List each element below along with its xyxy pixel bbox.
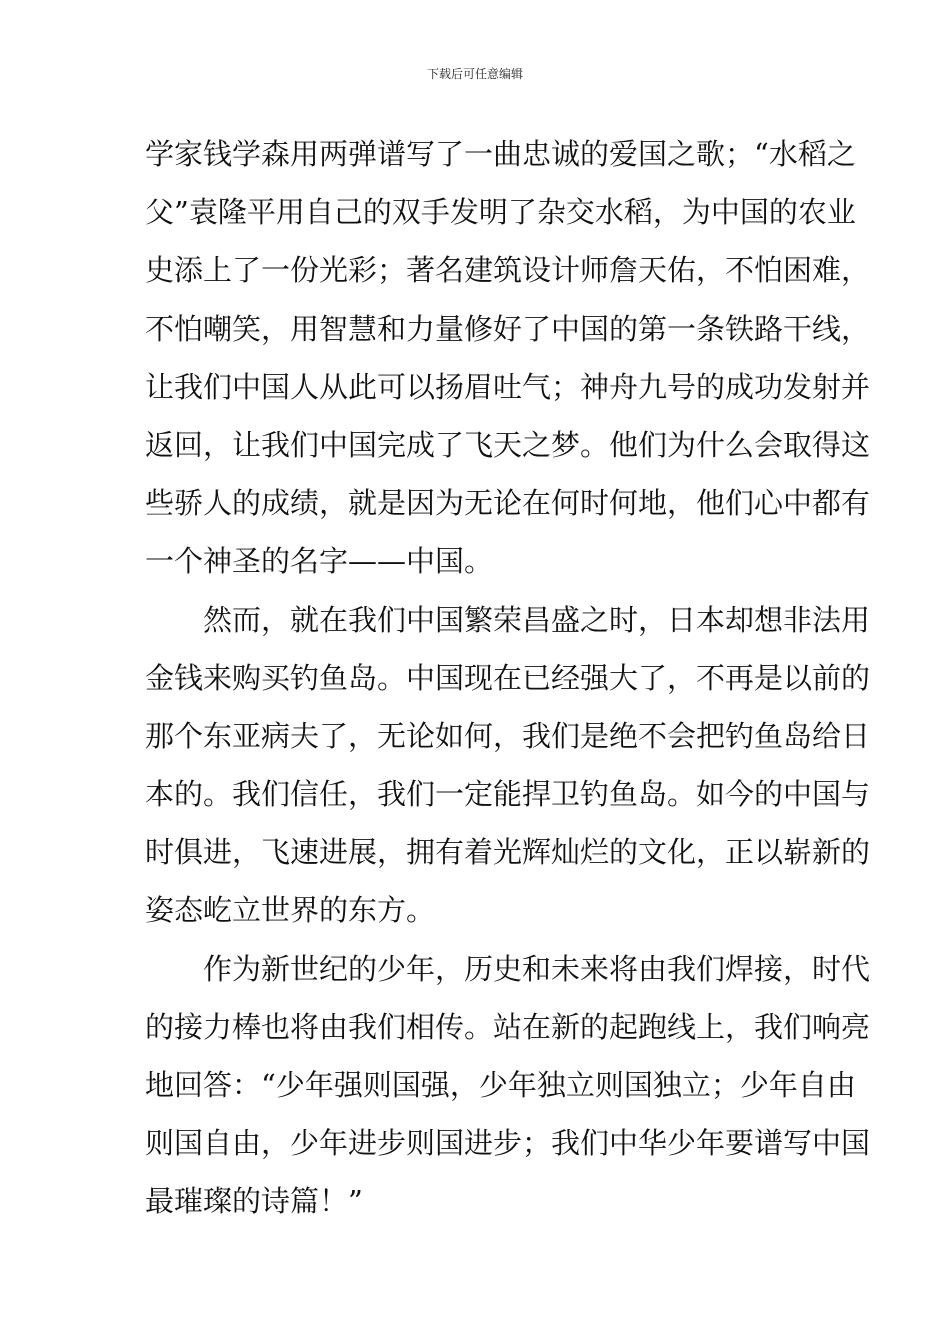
paragraph-first-line: 作为新世纪的少年，历史和未来将由我们焊接，时代 — [203, 951, 871, 986]
text-line: 让我们中国人从此可以扬眉吐气；神舟九号的成功发射并 — [145, 369, 871, 404]
text-line: 本的。我们信任，我们一定能捍卫钓鱼岛。如今的中国与 — [145, 777, 871, 812]
text-line: 的接力棒也将由我们相传。站在新的起跑线上，我们响亮 — [145, 1009, 871, 1044]
text-line: 那个东亚病夫了，无论如何，我们是绝不会把钓鱼岛给日 — [145, 718, 871, 753]
text-line: 史添上了一份光彩；著名建筑设计师詹天佑，不怕困难， — [145, 253, 871, 288]
text-line: 地回答：“少年强则国强，少年独立则国独立；少年自由 — [145, 1068, 856, 1102]
document-body — [145, 125, 871, 1231]
text-line: 学家钱学森用两弹谱写了一曲忠诚的爱国之歌；“水稻之 — [145, 137, 856, 171]
text-line: 则国自由，少年进步则国进步；我们中华少年要谱写中国 — [145, 1126, 871, 1161]
text-line: 姿态屹立世界的东方。 — [145, 893, 436, 928]
text-line: 些骄人的成绩，就是因为无论在何时何地，他们心中都有 — [145, 486, 871, 521]
text-line: 不怕嘲笑，用智慧和力量修好了中国的第一条铁路干线， — [145, 311, 871, 346]
text-line: 父”袁隆平用自己的双手发明了杂交水稻，为中国的农业 — [145, 195, 856, 230]
text-line: 最璀璨的诗篇！” — [145, 1184, 363, 1219]
text-line: 时俱进，飞速进展，拥有着光辉灿烂的文化，正以崭新的 — [145, 835, 871, 870]
text-line: 返回，让我们中国完成了飞天之梦。他们为什么会取得这 — [145, 427, 871, 462]
text-line: 金钱来购买钓鱼岛。中国现在已经强大了，不再是以前的 — [145, 660, 871, 695]
page-header: 下载后可任意编辑 — [426, 67, 523, 81]
text-line: 一个神圣的名字——中国。 — [145, 544, 494, 579]
paragraph-first-line: 然而，就在我们中国繁荣昌盛之时，日本却想非法用 — [203, 602, 871, 637]
